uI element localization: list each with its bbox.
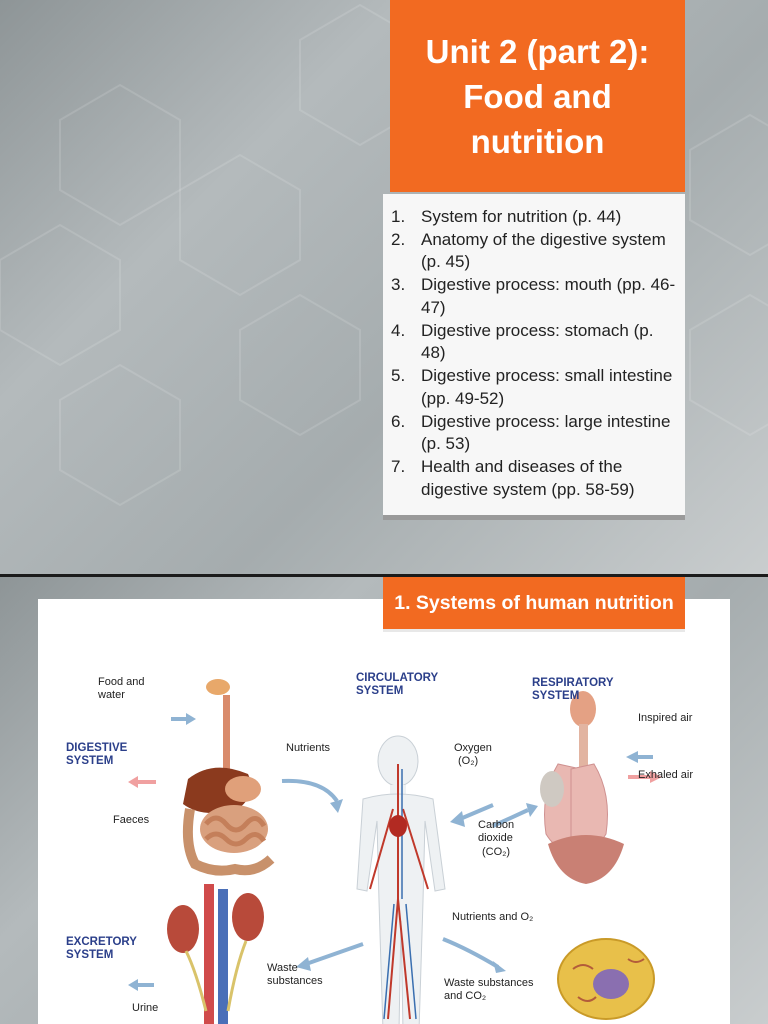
slide-2 — [0, 577, 768, 1024]
list-item: 5. Digestive process: small intestine (pp. 49-52) — [391, 366, 673, 408]
slide-2-title: 1. Systems of human nutrition — [383, 577, 685, 632]
food-water-label: Food and water — [98, 676, 145, 701]
cell-illustration — [558, 939, 654, 1019]
oxygen-label: Oxygen — [454, 742, 492, 754]
nutrients-label: Nutrients — [286, 742, 331, 754]
exhaled-air-label: Exhaled air — [638, 769, 694, 781]
waste-co2-label: Waste substances and CO₂ — [444, 977, 534, 1002]
circulatory-system-label: CIRCULATORY SYSTEM — [356, 672, 438, 697]
carbon-dioxide-label: Carbon dioxide — [478, 819, 515, 844]
contents-panel — [383, 194, 685, 520]
excretory-system-illustration — [167, 884, 264, 1024]
digestive-system-illustration — [183, 679, 271, 871]
list-item: 2. Anatomy of the digestive system (p. 45) — [391, 229, 666, 272]
contents-list — [383, 194, 685, 502]
digestive-system-label: DIGESTIVE SYSTEM — [66, 742, 128, 767]
list-item: 1. System for nutrition (p. 44) — [391, 207, 622, 226]
circulatory-system-figure — [357, 736, 445, 1024]
list-item: 6. Digestive process: large intestine (p. 53) — [391, 411, 671, 454]
respiratory-system-label: RESPIRATORY SYSTEM — [532, 677, 614, 702]
oxygen-formula: (O₂) — [458, 755, 479, 767]
inspired-air-label: Inspired air — [638, 712, 693, 724]
list-item: 7. Health and diseases of the digestive system (pp. 58-59) — [391, 457, 635, 499]
co2-formula: (CO₂) — [482, 846, 511, 858]
nutrients-o2-label: Nutrients and O₂ — [452, 911, 534, 923]
nutrition-systems-diagram — [38, 599, 730, 1024]
waste-substances-label: Waste substances — [267, 962, 323, 987]
excretory-system-label: EXCRETORY SYSTEM — [66, 936, 137, 961]
respiratory-system-illustration — [540, 691, 624, 884]
list-item: 4. Digestive process: stomach (p. 48) — [391, 320, 654, 363]
title-banner — [390, 0, 685, 192]
faeces-label: Faeces — [113, 814, 150, 826]
urine-label: Urine — [132, 1002, 159, 1014]
slide-title: Unit 2 (part 2): Food and nutrition — [425, 32, 650, 160]
list-item: 3. Digestive process: mouth (pp. 46-47) — [391, 275, 676, 317]
